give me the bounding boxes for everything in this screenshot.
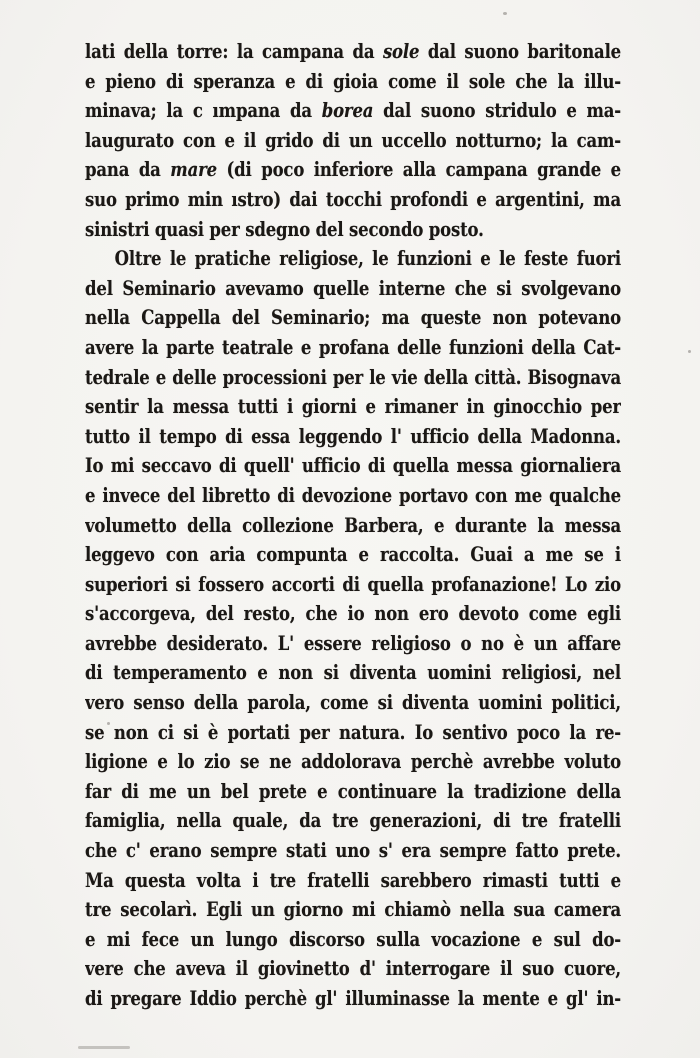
text-line <box>85 67 621 97</box>
text-segment: vero senso della parola, come si diventa uomini politici, <box>85 690 621 715</box>
scan-smudge <box>78 1046 130 1049</box>
text-line <box>85 806 621 836</box>
text-line <box>85 836 621 866</box>
text-line <box>85 747 621 777</box>
scan-speck <box>96 404 99 407</box>
text-segment: del Seminario avevamo quelle interne che si svolgevano <box>85 275 621 300</box>
text-line <box>85 777 621 807</box>
paragraph <box>85 244 700 1013</box>
text-line <box>85 984 621 1014</box>
text-line <box>85 688 621 718</box>
text-segment: suo primo min ıstro) dai tocchi profondi e argentini, ma <box>85 186 621 211</box>
text-segment: pana da <box>85 157 171 182</box>
text-segment: tre secolarì. Egli un giorno mi chiamò nella sua camera <box>85 897 621 922</box>
text-line <box>85 96 621 126</box>
text-segment: di pregare Iddio perchè gl' illuminasse la mente e gl' in- <box>85 986 621 1010</box>
text-segment: e invece del libretto di devozione portavo con me qualche <box>85 482 621 507</box>
text-segment: famiglia, nella quale, da tre generazioni, di tre fratelli <box>85 808 621 833</box>
italic-text: borea <box>321 98 374 123</box>
text-segment: ligione e lo zio se ne addolorava perchè avrebbe voluto <box>85 749 621 774</box>
text-line <box>85 126 621 156</box>
text-line <box>85 570 621 600</box>
text-block <box>85 37 700 1014</box>
text-line <box>85 481 621 511</box>
text-segment: e mi fece un lungo discorso sulla vocazione e sul do- <box>85 926 621 951</box>
text-segment: vere che aveva il giovinetto d' interrogare il suo cuore, <box>85 956 621 981</box>
text-segment: superiori si fossero accorti di quella profanazione! Lo zio <box>85 571 621 596</box>
text-segment: s'accorgeva, del resto, che io non ero devoto come egli <box>85 601 621 626</box>
text-segment: minava; la c ımpana da <box>85 98 322 123</box>
text-segment: tutto il tempo di essa leggendo l' ufficio della Madonna. <box>85 423 621 448</box>
text-line <box>85 540 621 570</box>
text-line <box>85 895 621 925</box>
text-line <box>85 599 621 629</box>
text-line <box>85 718 621 748</box>
text-segment: leggevo con aria compunta e raccolta. Guai a me se i <box>85 542 621 567</box>
text-segment: Oltre le pratiche religiose, le funzioni e le feste fuori <box>114 246 621 271</box>
text-line <box>85 215 621 245</box>
text-segment: volumetto della collezione Barbera, e durante la messa <box>85 512 621 537</box>
text-segment: che c' erano sempre stati uno s' era sempre fatto prete. <box>85 838 621 863</box>
text-line <box>85 629 621 659</box>
text-line <box>85 866 621 896</box>
text-segment: dal suono stridulo e ma- <box>373 98 621 123</box>
text-line <box>85 363 621 393</box>
text-segment: sentir la messa tutti i giorni e rimaner in ginocchio per <box>85 394 621 419</box>
text-line <box>85 274 621 304</box>
text-segment: laugurato con e il grido di un uccello notturno; la cam- <box>85 127 621 152</box>
text-segment: avere la parte teatrale e profana delle funzioni della Cat- <box>85 334 621 359</box>
text-line <box>85 303 621 333</box>
text-segment: sinistri quasi per sdegno del secondo posto. <box>85 216 484 241</box>
text-segment: Ma questa volta i tre fratelli sarebbero rimasti tutti e <box>85 867 621 892</box>
italic-text: mare <box>170 157 217 182</box>
text-line <box>85 511 621 541</box>
text-segment: far di me un bel prete e continuare la tradizione della <box>85 778 621 803</box>
text-segment: e pieno di speranza e di gioia come il sole che la illu- <box>85 68 621 93</box>
italic-text: sole <box>382 39 420 63</box>
text-segment: se non ci si è portati per natura. Io sentivo poco la re- <box>85 719 621 744</box>
text-line <box>85 925 621 955</box>
text-line <box>85 185 621 215</box>
text-segment: nella Cappella del Seminario; ma queste non potevano <box>85 305 621 330</box>
text-line <box>85 392 621 422</box>
text-line <box>85 244 621 274</box>
text-line <box>85 954 621 984</box>
scan-speck <box>107 722 110 725</box>
paragraph <box>85 37 700 244</box>
text-line <box>85 451 621 481</box>
text-line <box>85 658 621 688</box>
text-segment: lati della torre: la campana da <box>85 39 383 63</box>
text-line <box>85 155 621 185</box>
text-segment: di temperamento e non si diventa uomini religiosi, nel <box>85 660 621 685</box>
scan-speck <box>503 12 507 15</box>
text-segment: dal suono baritonale <box>419 39 621 63</box>
text-line <box>85 37 621 67</box>
text-segment: tedrale e delle processioni per le vie della città. Bisognava <box>85 364 621 389</box>
text-segment: Io mi seccavo di quell' ufficio di quella messa giornaliera <box>85 453 621 478</box>
scan-speck <box>688 350 691 353</box>
text-line <box>85 422 621 452</box>
text-segment: avrebbe desiderato. L' essere religioso o no è un affare <box>85 630 621 655</box>
text-line <box>85 333 621 363</box>
text-segment: (di poco inferiore alla campana grande e <box>216 157 621 182</box>
